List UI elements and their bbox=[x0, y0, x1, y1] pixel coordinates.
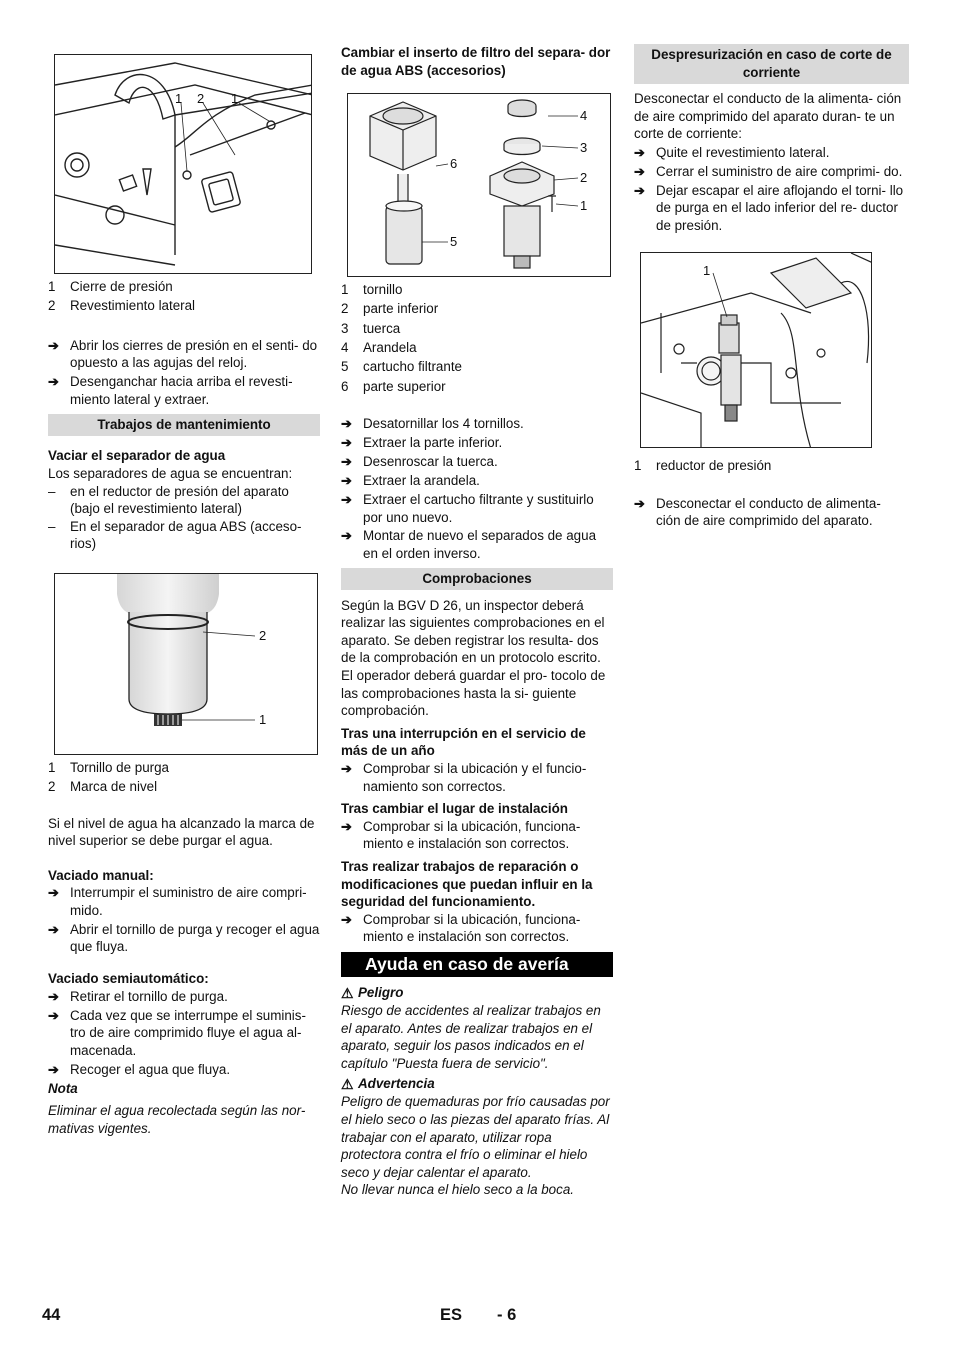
steps-depressurization bbox=[634, 144, 909, 235]
step-item: ➔ Cerrar el suministro de aire comprimi- do. bbox=[634, 163, 903, 179]
section-maintenance-heading: Trabajos de mantenimiento bbox=[48, 414, 320, 436]
step-arrow-icon: ➔ bbox=[48, 337, 59, 353]
figure-filter-parts bbox=[347, 93, 611, 277]
fig4-callout-1: 1 bbox=[703, 262, 711, 278]
heading-empty-separator: Vaciar el separador de agua bbox=[48, 448, 226, 464]
legend-row: 1 Cierre de presión bbox=[48, 279, 173, 294]
step-arrow-icon: ➔ bbox=[48, 1007, 59, 1023]
legend-row: 2 parte inferior bbox=[341, 301, 439, 317]
step-item: ➔ Comprobar si la ubicación, funciona- miento e instalación son correctos. bbox=[341, 818, 581, 852]
danger-text: Riesgo de accidentes al realizar trabajos en el aparato. Antes de realizar trabajos en el aparato, seguir los pasos indicados en el capítulo "Puesta fuera de servicio". bbox=[341, 1002, 601, 1071]
heading-change-filter: Cambiar el inserto de filtro del separa- dor de agua ABS (accesorios) bbox=[341, 45, 611, 78]
chapter-title-troubleshooting: Ayuda en caso de avería bbox=[341, 952, 613, 977]
step-arrow-icon: ➔ bbox=[634, 163, 645, 179]
step-item: ➔ Desatornillar los 4 tornillos. bbox=[341, 415, 524, 431]
legend-figure-2 bbox=[48, 758, 320, 797]
dash-list bbox=[48, 483, 320, 553]
column-3 bbox=[634, 44, 909, 531]
fig3-callout-1: 1 bbox=[580, 198, 588, 214]
note-text: Eliminar el agua recolectada según las nor- mativas vigentes. bbox=[48, 1103, 306, 1136]
paragraph-level: Si el nivel de agua ha alcanzado la marca de nivel superior se debe purgar el agua. bbox=[48, 815, 315, 849]
steps-final bbox=[634, 495, 909, 530]
step-arrow-icon: ➔ bbox=[48, 1061, 59, 1077]
column-2 bbox=[341, 44, 613, 1199]
step-arrow-icon: ➔ bbox=[341, 434, 352, 450]
fig3-callout-6: 6 bbox=[450, 156, 458, 172]
step-arrow-icon: ➔ bbox=[341, 761, 352, 777]
fig3-callout-3: 3 bbox=[580, 140, 588, 156]
step-item: ➔ Dejar escapar el aire aflojando el torni- llo de purga en el lado inferior del re- ductor de presión. bbox=[634, 182, 904, 233]
step-arrow-icon: ➔ bbox=[48, 374, 59, 390]
steps-manual bbox=[48, 884, 320, 956]
paragraph-bgv: Según la BGV D 26, un inspector deberá realizar las siguientes comprobaciones en el aparato. Se deben registrar los resulta- dos de la comprobación en un protocolo escrito. El operador deberá guardar el pro- tocolo de las comprobaciones hasta la si- guiente comprobación. bbox=[341, 597, 606, 719]
step-arrow-icon: ➔ bbox=[48, 921, 59, 937]
step-item: ➔ Interrumpir el suministro de aire compri- mido. bbox=[48, 885, 307, 918]
warning-triangle-icon: ⚠ bbox=[341, 984, 354, 1001]
legend-row: 4 Arandela bbox=[341, 340, 417, 356]
step-arrow-icon: ➔ bbox=[341, 415, 352, 431]
legend-row: 1 tornillo bbox=[341, 282, 403, 298]
heading-after-repair: Tras realizar trabajos de reparación o modificaciones que puedan influir en la seguridad del funcionamiento. bbox=[341, 858, 593, 910]
heading-after-interruption: Tras una interrupción en el servicio de más de un año bbox=[341, 725, 586, 759]
steps-semi bbox=[48, 988, 320, 1079]
steps-after-repair bbox=[341, 911, 613, 946]
step-item: ➔ Extraer el cartucho filtrante y sustituirlo por uno nuevo. bbox=[341, 491, 594, 525]
figure-water-separator bbox=[54, 573, 318, 755]
paragraph-disconnect: Desconectar el conducto de la alimenta- ción de aire comprimido del aparato duran- te un corte de corriente: bbox=[634, 91, 902, 142]
heading-after-relocation: Tras cambiar el lugar de instalación bbox=[341, 801, 568, 817]
note-label: Nota bbox=[48, 1081, 78, 1097]
warning-text-2: No llevar nunca el hielo seco a la boca. bbox=[341, 1182, 574, 1198]
step-arrow-icon: ➔ bbox=[341, 453, 352, 469]
legend-row: 2 Revestimiento lateral bbox=[48, 298, 196, 314]
section-checks-heading: Comprobaciones bbox=[341, 568, 613, 590]
legend-row: 6 parte superior bbox=[341, 378, 446, 394]
fig2-callout-2: 2 bbox=[259, 627, 267, 643]
legend-figure-1 bbox=[48, 277, 320, 316]
step-arrow-icon: ➔ bbox=[341, 491, 352, 507]
legend-figure-3 bbox=[341, 280, 613, 396]
steps-after-relocation bbox=[341, 818, 613, 853]
legend-row: 2 Marca de nivel bbox=[48, 779, 158, 795]
column-1 bbox=[48, 44, 320, 1137]
step-item: ➔ Quite el revestimiento lateral. bbox=[634, 144, 830, 160]
heading-semi-auto-drain: Vaciado semiautomático: bbox=[48, 971, 209, 987]
step-item: ➔ Abrir el tornillo de purga y recoger el agua que fluya. bbox=[48, 921, 320, 955]
warning-triangle-icon: ⚠ bbox=[341, 1076, 354, 1093]
dash-item: – en el reductor de presión del aparato (bajo el revestimiento lateral) bbox=[48, 483, 289, 517]
fig2-callout-1: 1 bbox=[259, 711, 267, 727]
steps-after-interruption bbox=[341, 760, 613, 795]
section-depressurization-heading: Despresurización en caso de corte de corriente bbox=[634, 44, 909, 84]
legend-row: 5 cartucho filtrante bbox=[341, 359, 462, 375]
page-number: 44 bbox=[42, 1306, 61, 1324]
step-item: ➔ Retirar el tornillo de purga. bbox=[48, 988, 228, 1004]
separator-bowl-illustration bbox=[55, 574, 318, 755]
steps-remove-cover bbox=[48, 337, 320, 409]
fig3-callout-5: 5 bbox=[450, 234, 458, 250]
step-arrow-icon: ➔ bbox=[634, 144, 645, 160]
language-code: ES bbox=[440, 1306, 463, 1324]
heading-manual-drain: Vaciado manual: bbox=[48, 867, 154, 883]
step-item: ➔ Comprobar si la ubicación y el funcio- namiento son correctos. bbox=[341, 761, 587, 794]
step-item: ➔ Comprobar si la ubicación, funciona- miento e instalación son correctos. bbox=[341, 911, 581, 945]
step-arrow-icon: ➔ bbox=[341, 911, 352, 927]
step-arrow-icon: ➔ bbox=[341, 528, 352, 544]
step-arrow-icon: ➔ bbox=[341, 818, 352, 834]
fig1-callout-1b: 1 bbox=[231, 91, 239, 106]
step-arrow-icon: ➔ bbox=[341, 472, 352, 488]
legend-figure-4 bbox=[634, 456, 909, 475]
step-arrow-icon: ➔ bbox=[634, 182, 645, 198]
figure-pressure-reducer bbox=[640, 252, 872, 448]
fig1-callout-1a: 1 bbox=[175, 91, 183, 106]
danger-label: ⚠ Peligro bbox=[341, 984, 404, 1001]
legend-row: 1 Tornillo de purga bbox=[48, 759, 170, 775]
pressure-reducer-illustration bbox=[641, 253, 872, 448]
step-item: ➔ Recoger el agua que fluya. bbox=[48, 1061, 231, 1077]
filter-exploded-illustration bbox=[348, 94, 611, 277]
step-item: ➔ Desenroscar la tuerca. bbox=[341, 453, 498, 469]
warning-text: Peligro de quemaduras por frío causadas por el hielo seco o las piezas del aparato frías. Al trabajar con el aparato, utilizar ropa protectora contra el frío o eliminar el hielo seco y dejar calentar el aparato. bbox=[341, 1094, 610, 1180]
sub-page-number: - 6 bbox=[497, 1306, 517, 1324]
figure-pressure-latches bbox=[54, 54, 312, 274]
warning-label: ⚠ Advertencia bbox=[341, 1076, 435, 1093]
step-arrow-icon: ➔ bbox=[48, 885, 59, 901]
step-item: ➔ Desconectar el conducto de alimenta- ción de aire comprimido del aparato. bbox=[634, 495, 881, 529]
step-arrow-icon: ➔ bbox=[48, 988, 59, 1004]
fig3-callout-4: 4 bbox=[580, 108, 588, 124]
legend-row: 1 reductor de presión bbox=[634, 457, 772, 473]
step-item: ➔ Extraer la parte inferior. bbox=[341, 434, 503, 450]
steps-change-filter bbox=[341, 415, 613, 563]
paragraph-separators: Los separadores de agua se encuentran: bbox=[48, 465, 293, 481]
step-item: ➔ Abrir los cierres de presión en el senti- do opuesto a las agujas del reloj. bbox=[48, 337, 318, 371]
fig1-callout-2: 2 bbox=[197, 91, 205, 106]
step-item: ➔ Montar de nuevo el separados de agua en el orden inverso. bbox=[341, 528, 597, 562]
step-arrow-icon: ➔ bbox=[634, 495, 645, 511]
fig3-callout-2: 2 bbox=[580, 170, 588, 186]
machine-side-illustration bbox=[55, 55, 312, 274]
step-item: ➔ Cada vez que se interrumpe el suminis- tro de aire comprimido fluye el agua al- macenada. bbox=[48, 1007, 306, 1058]
step-item: ➔ Extraer la arandela. bbox=[341, 472, 480, 488]
step-item: ➔ Desenganchar hacia arriba el revesti- miento lateral y extraer. bbox=[48, 374, 293, 407]
legend-row: 3 tuerca bbox=[341, 320, 401, 336]
dash-item: – En el separador de agua ABS (acceso- rios) bbox=[48, 518, 302, 552]
